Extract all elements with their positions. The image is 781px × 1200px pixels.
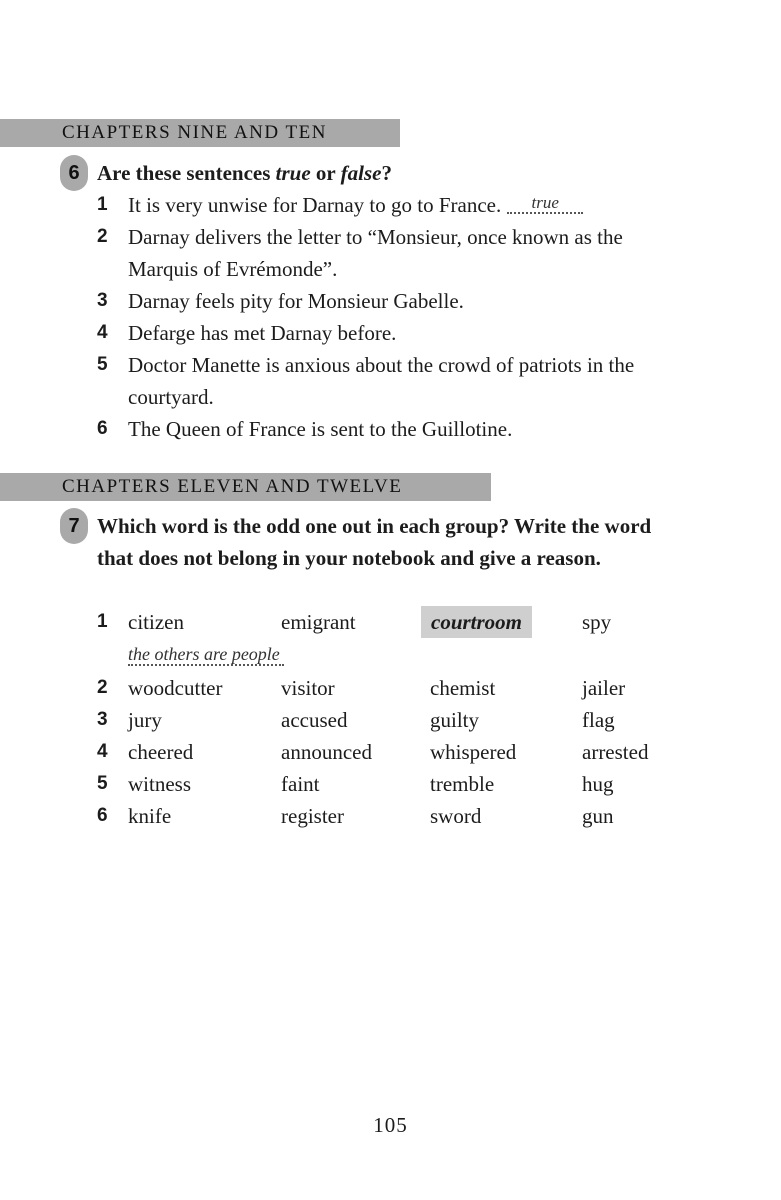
exercise-6-header xyxy=(60,157,687,191)
word-group xyxy=(128,606,672,638)
word: announced xyxy=(281,740,372,764)
instruction-false: false xyxy=(340,161,382,185)
word: visitor xyxy=(281,676,335,700)
instruction-text: Are these sentences xyxy=(97,161,276,185)
word: chemist xyxy=(430,676,496,700)
reason-answer: the others are people xyxy=(128,644,284,666)
list-item xyxy=(97,413,698,445)
list-item xyxy=(97,189,698,221)
word: flag xyxy=(582,708,615,732)
section-heading-chapters-eleven-twelve xyxy=(0,473,491,501)
section-heading-chapters-nine-ten xyxy=(0,119,400,147)
word: register xyxy=(281,804,344,828)
word: guilty xyxy=(430,708,480,732)
page-number: 105 xyxy=(373,1113,408,1137)
word: citizen xyxy=(128,610,184,634)
word: whispered xyxy=(430,740,517,764)
word: emigrant xyxy=(281,610,356,634)
word-group xyxy=(128,768,672,800)
item-number: 5 xyxy=(97,773,108,794)
reason-line xyxy=(97,638,672,668)
word: hug xyxy=(582,772,614,796)
word-group xyxy=(128,672,672,704)
word: spy xyxy=(582,610,612,634)
list-item xyxy=(97,317,698,349)
word: jury xyxy=(128,708,162,732)
word: arrested xyxy=(582,740,649,764)
highlighted-answer: courtroom xyxy=(421,606,532,638)
exercise-7-header xyxy=(60,510,687,574)
item-number: 2 xyxy=(97,677,108,698)
exercise-7-instruction: Which word is the odd one out in each group? Write the word that does not belong in your notebook and give a reason. xyxy=(97,514,652,570)
exercise-number-badge: 7 xyxy=(60,508,88,544)
exercise-7-word-groups xyxy=(97,606,672,832)
word-group-row xyxy=(97,672,672,704)
item-text: Darnay delivers the letter to “Monsieur, once known as the Marquis of Evrémonde”. xyxy=(128,225,623,281)
list-item xyxy=(97,349,698,413)
section-heading-text: CHAPTERS ELEVEN AND TWELVE xyxy=(62,476,403,497)
instruction-text: or xyxy=(310,161,341,185)
item-number: 5 xyxy=(97,354,108,375)
item-text: Doctor Manette is anxious about the crowd of patriots in the courtyard. xyxy=(128,353,635,409)
word-group-row xyxy=(97,736,672,768)
item-number: 6 xyxy=(97,418,108,439)
exercise-6-instruction xyxy=(97,157,687,189)
item-number: 4 xyxy=(97,741,108,762)
item-text: Darnay feels pity for Monsieur Gabelle. xyxy=(128,289,464,313)
item-number: 3 xyxy=(97,290,108,311)
word: witness xyxy=(128,772,191,796)
item-number: 3 xyxy=(97,709,108,730)
item-text: The Queen of France is sent to the Guillotine. xyxy=(128,417,513,441)
item-number: 6 xyxy=(97,805,108,826)
word-group-row xyxy=(97,606,672,638)
word: gun xyxy=(582,804,614,828)
word-odd-one-out xyxy=(430,606,582,638)
item-text xyxy=(128,189,698,221)
item-number: 2 xyxy=(97,226,108,247)
word-group-row xyxy=(97,768,672,800)
item-number: 4 xyxy=(97,322,108,343)
list-item xyxy=(97,221,698,285)
word-group-row xyxy=(97,800,672,832)
section-heading-text: CHAPTERS NINE AND TEN xyxy=(62,122,327,143)
word-group xyxy=(128,704,672,736)
word: jailer xyxy=(582,676,626,700)
instruction-text: ? xyxy=(381,161,392,185)
instruction-true: true xyxy=(275,161,311,185)
word: faint xyxy=(281,772,320,796)
word: tremble xyxy=(430,772,495,796)
word-group xyxy=(128,736,672,768)
item-sentence: It is very unwise for Darnay to go to France. xyxy=(128,193,502,217)
item-number: 1 xyxy=(97,611,108,632)
word: sword xyxy=(430,804,482,828)
exercise-6-items xyxy=(97,189,698,445)
word-group xyxy=(128,800,672,832)
exercise-number-badge: 6 xyxy=(60,155,88,191)
list-item xyxy=(97,285,698,317)
word: knife xyxy=(128,804,172,828)
word-group-row xyxy=(97,704,672,736)
item-text: Defarge has met Darnay before. xyxy=(128,321,397,345)
word: accused xyxy=(281,708,348,732)
item-number: 1 xyxy=(97,194,108,215)
word: woodcutter xyxy=(128,676,223,700)
answer-field: true xyxy=(507,194,583,214)
word: cheered xyxy=(128,740,194,764)
